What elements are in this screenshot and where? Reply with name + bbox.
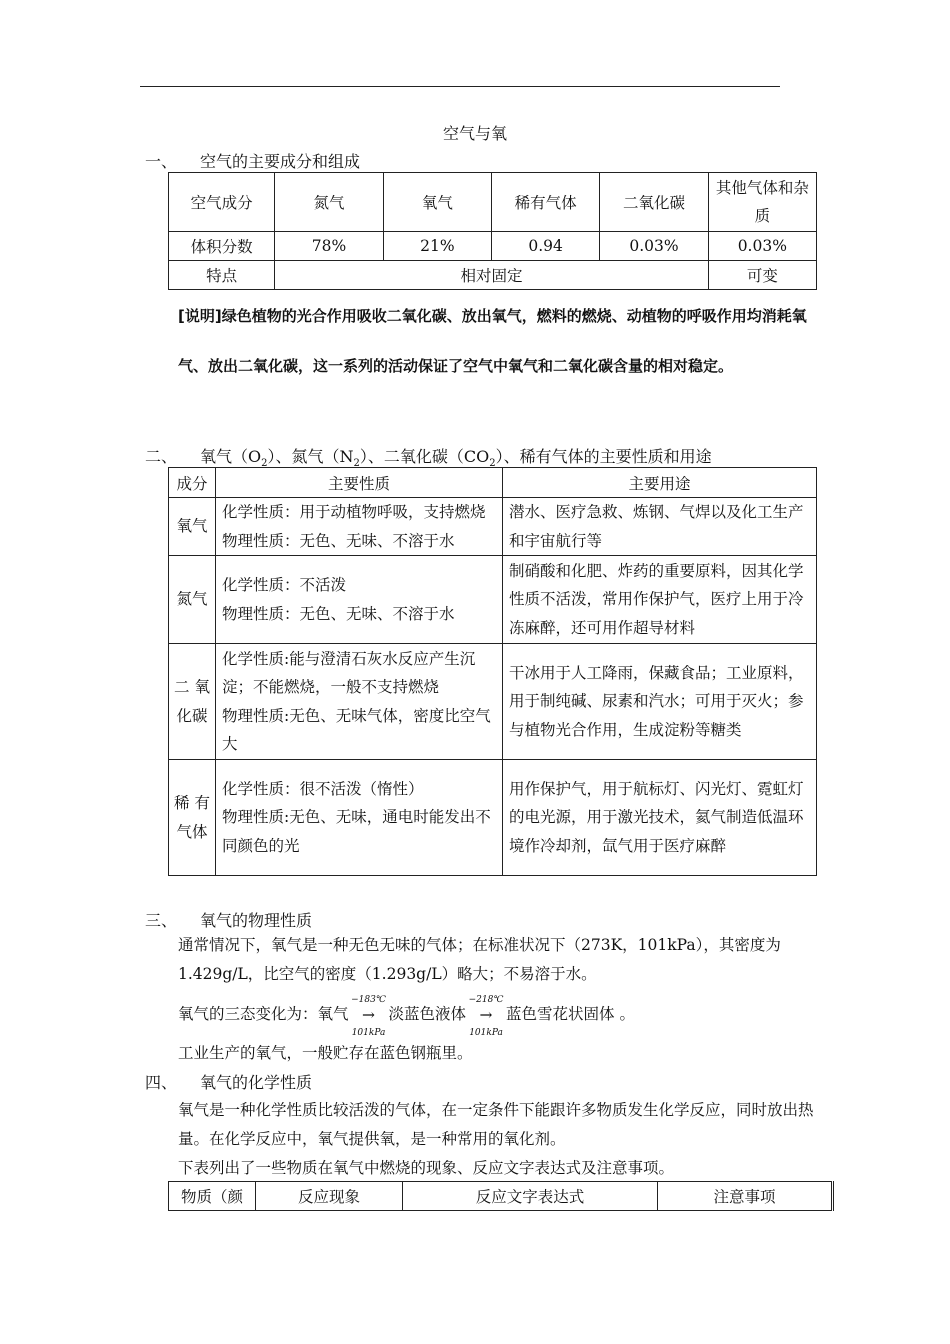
document-title: 空气与氧	[442, 124, 507, 143]
gas-name-cell: 氮气	[169, 556, 216, 644]
liquid-state: 淡蓝色液体	[388, 1005, 467, 1023]
section-3-number: 三、	[145, 911, 178, 930]
right-arrow-icon: →	[362, 1006, 376, 1024]
right-arrow-icon: →	[479, 1006, 493, 1024]
table-row	[169, 644, 817, 760]
properties-cell	[216, 556, 503, 644]
table-cell: 0.03%	[708, 232, 816, 261]
section-4-heading	[145, 1070, 312, 1093]
storage-line: 工业生产的氧气，一般贮存在蓝色钢瓶里。	[178, 1044, 473, 1062]
oxygen-chemical-paragraph: 氧气是一种化学性质比较活泼的气体，在一定条件下能跟许多物质发生化学反应，同时放出热量。在化学反应中，氧气提供氧，是一种常用的氧化剂。	[178, 1101, 814, 1148]
table-cell: 78%	[275, 232, 383, 261]
section-2-title	[200, 447, 712, 470]
section-4-title: 氧气的化学性质	[200, 1073, 313, 1092]
uses-cell: 制硝酸和化肥、炸药的重要原料，因其化学性质不活泼，常用作保护气，医疗上用于冷冻麻醉，还可用作超导材料	[503, 556, 817, 644]
properties-cell	[216, 644, 503, 760]
uses-cell: 潜水、医疗急救、炼钢、气焊以及化工生产和宇宙航行等	[503, 498, 817, 556]
table-header-cell: 主要用途	[503, 468, 817, 498]
physical-property: 物理性质：无色、无味、不溶于水	[222, 531, 455, 550]
arrow-condition-temp: −183℃	[351, 995, 386, 1005]
table-cell: 21%	[383, 232, 491, 261]
section-2-heading	[145, 444, 712, 469]
table-header-cell: 物质（颜	[169, 1182, 256, 1211]
table-header-cell: 主要性质	[216, 468, 503, 498]
table-cell: 0.94	[491, 232, 599, 261]
three-states-line	[178, 995, 818, 1038]
title-part: ）、稀有气体的主要性质和用途	[495, 447, 712, 466]
section-3-heading	[145, 908, 312, 931]
transition-arrow-2	[466, 995, 506, 1038]
solid-state: 蓝色雪花状固体 。	[506, 1005, 635, 1023]
transition-arrow-1	[349, 995, 389, 1038]
table-row	[169, 498, 817, 556]
table-header-cell: 稀有气体	[491, 173, 599, 232]
states-prefix: 氧气的三态变化为：氧气	[178, 1005, 349, 1023]
table-header-cell: 反应现象	[256, 1182, 403, 1211]
title-part: 氧气（O	[200, 447, 262, 466]
table-row	[169, 760, 817, 876]
table-row	[169, 173, 817, 232]
table-row	[169, 1182, 833, 1211]
section-4-number: 四、	[145, 1073, 178, 1092]
table-header-cell: 反应文字表达式	[403, 1182, 658, 1211]
chemical-property: 化学性质：很不活泼（惰性）	[222, 779, 424, 798]
table-cell: 体积分数	[169, 232, 275, 261]
table-header-cell: 注意事项	[658, 1182, 833, 1211]
section-3-title: 氧气的物理性质	[200, 911, 313, 930]
properties-cell	[216, 760, 503, 876]
gas-name-cell: 稀 有气体	[169, 760, 216, 876]
arrow-condition-temp: −218℃	[468, 995, 504, 1005]
table-header-cell: 成分	[169, 468, 216, 498]
title-part: ）、氮气（N	[267, 447, 354, 466]
air-composition-table	[168, 172, 817, 290]
oxygen-physical-paragraph: 通常情况下，氧气是一种无色无味的气体；在标准状况下（273K，101kPa），其密度为1.429g/L，比空气的密度（1.293g/L）略大；不易溶于水。	[178, 936, 781, 983]
properties-cell	[216, 498, 503, 556]
title-part: ）、二氧化碳（CO	[359, 447, 490, 466]
gas-name-cell: 氧气	[169, 498, 216, 556]
table-header-cell: 空气成分	[169, 173, 275, 232]
physical-property: 物理性质:无色、无味气体，密度比空气大	[222, 706, 491, 753]
table-cell: 可变	[708, 261, 816, 290]
table-header-cell: 氮气	[275, 173, 383, 232]
subscript: 2	[261, 458, 268, 470]
uses-cell: 干冰用于人工降雨，保藏食品；工业原料，用于制纯碱、尿素和汽水；可用于灭火；参与植物光合作用，生成淀粉等糖类	[503, 644, 817, 760]
section-2-number: 二、	[145, 447, 178, 466]
physical-property: 物理性质：无色、无味、不溶于水	[222, 604, 455, 623]
section-1-number: 一、	[145, 152, 178, 171]
gas-properties-table	[168, 467, 817, 876]
table-intro-line: 下表列出了一些物质在氧气中燃烧的现象、反应文字表达式及注意事项。	[178, 1159, 675, 1177]
chemical-property: 化学性质：用于动植物呼吸，支持燃烧	[222, 503, 486, 521]
table-header-cell: 其他气体和杂质	[708, 173, 816, 232]
explanation-note: [说明]绿色植物的光合作用吸收二氧化碳、放出氧气，燃料的燃烧、动植物的呼吸作用均消耗氧气、放出二氧化碳，这一系列的活动保证了空气中氧气和二氧化碳含量的相对稳定。	[178, 307, 807, 375]
table-cell: 0.03%	[600, 232, 708, 261]
subscript: 2	[489, 458, 496, 470]
uses-cell: 用作保护气，用于航标灯、闪光灯、霓虹灯的电光源，用于激光技术，氦气制造低温环境作冷却剂，氙气用于医疗麻醉	[503, 760, 817, 876]
section-1-title: 空气的主要成分和组成	[200, 152, 361, 171]
table-header-cell: 氧气	[383, 173, 491, 232]
top-rule	[140, 86, 780, 87]
table-row	[169, 261, 817, 290]
table-cell: 相对固定	[275, 261, 708, 290]
table-row	[169, 232, 817, 261]
arrow-condition-pressure: 101kPa	[469, 1028, 503, 1038]
table-row	[169, 556, 817, 644]
table-header-cell: 二氧化碳	[600, 173, 708, 232]
table-cell: 特点	[169, 261, 275, 290]
table-row	[169, 468, 817, 498]
chemical-property: 化学性质:能与澄清石灰水反应产生沉淀；不能燃烧，一般不支持燃烧	[222, 649, 476, 696]
physical-property: 物理性质:无色、无味，通电时能发出不同颜色的光	[222, 808, 491, 855]
arrow-condition-pressure: 101kPa	[351, 1028, 386, 1038]
chemical-property: 化学性质：不活泼	[222, 576, 347, 594]
subscript: 2	[353, 458, 360, 470]
section-1-heading	[145, 149, 360, 172]
gas-name-cell: 二 氧化碳	[169, 644, 216, 760]
combustion-table	[168, 1181, 834, 1211]
